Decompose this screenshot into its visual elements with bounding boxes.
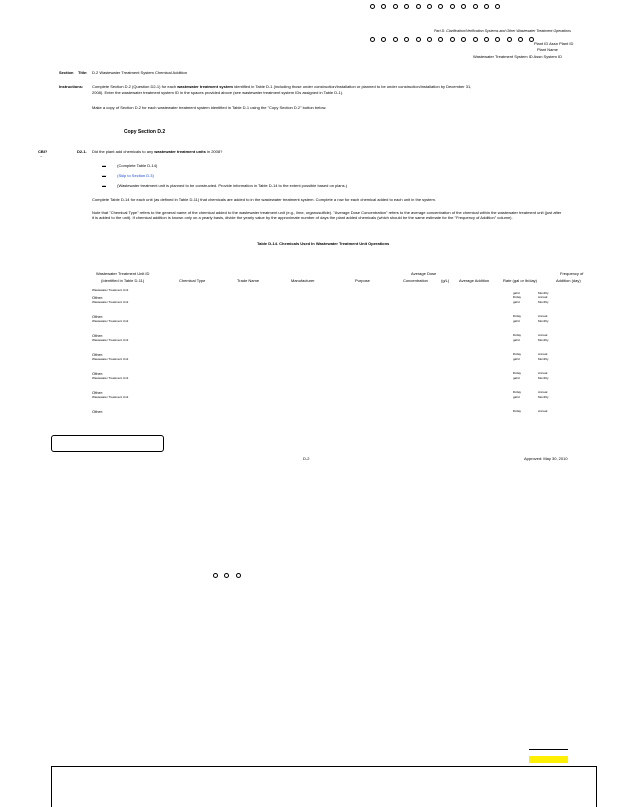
frequency-select[interactable]: Annual bbox=[538, 371, 548, 375]
skip-link[interactable]: (Skip to Section D.3) bbox=[117, 173, 154, 178]
frequency-select[interactable]: Annual bbox=[538, 314, 548, 318]
table-row[interactable] bbox=[92, 296, 562, 305]
section-label: Section bbox=[59, 70, 74, 75]
radio-circle-icon[interactable] bbox=[495, 4, 500, 9]
header-radio-row-2[interactable] bbox=[370, 37, 541, 44]
col-header-avg-addition: Average Addition bbox=[459, 278, 490, 283]
radio-circle-icon[interactable] bbox=[416, 4, 421, 9]
cbi-tilde: ~ bbox=[40, 154, 43, 159]
col-header-purpose: Purpose bbox=[355, 278, 370, 283]
instructions-note: Make a copy of Section D.2 for each wastewater treatment system identified in Table D-1 using the "Copy Section D.2" button below. bbox=[92, 105, 327, 110]
table-row[interactable] bbox=[92, 391, 562, 400]
row-unit-name[interactable]: Wastewater Treatment Unit bbox=[92, 376, 129, 380]
row-unit-name[interactable]: Wastewater Treatment Unit bbox=[92, 300, 129, 304]
rate-unit-select[interactable]: lb/day bbox=[513, 295, 522, 299]
plant-id-line: Plant ID Assn Plant ID bbox=[534, 41, 574, 46]
frequency-select[interactable]: Annual bbox=[538, 390, 548, 394]
table-row[interactable] bbox=[92, 353, 562, 362]
option-marker: ▬ bbox=[102, 173, 106, 178]
complete-instructions: Complete Table D-14 for each unit (as defined in Table D-11) that chemicals are added to in the wastewater treatment system. Complete a row for each chemical added to each unit in the system. bbox=[92, 197, 436, 202]
radio-circle-icon[interactable] bbox=[236, 573, 241, 578]
cbi-label: CBI? bbox=[38, 149, 48, 154]
question-bold-term: wastewater treatment units bbox=[154, 149, 206, 154]
radio-circle-icon[interactable] bbox=[427, 37, 432, 42]
instructions-text-a: Complete Section D.2 (Question D2-1) for each bbox=[92, 84, 177, 89]
frequency-select[interactable]: Monthly bbox=[538, 319, 549, 323]
row-other-label: Other: bbox=[92, 409, 104, 414]
section-title: D.2 Wastewater Treatment System Chemical Addition bbox=[92, 70, 187, 75]
radio-circle-icon[interactable] bbox=[370, 37, 375, 42]
page-number: D-2 bbox=[303, 456, 310, 461]
frequency-select[interactable]: Monthly bbox=[538, 291, 549, 295]
option-marker: ▬ bbox=[102, 183, 106, 188]
radio-circle-icon[interactable] bbox=[450, 4, 455, 9]
system-id-line: Wastewater Treatment System ID Assn System ID bbox=[473, 54, 562, 59]
row-other-label: Other: bbox=[92, 314, 104, 319]
row-unit-name[interactable]: Wastewater Treatment Unit bbox=[92, 338, 129, 342]
col-header-frequency-2: Addition (day) bbox=[556, 278, 581, 283]
radio-circle-icon[interactable] bbox=[381, 37, 386, 42]
frequency-select[interactable]: Monthly bbox=[538, 300, 549, 304]
table-row[interactable] bbox=[92, 334, 562, 343]
col-header-unit-id-2: (Identified in Table D-11) bbox=[101, 278, 145, 283]
highlight-bar bbox=[529, 756, 568, 763]
radio-circle-icon[interactable] bbox=[404, 4, 409, 9]
rate-unit-select[interactable]: lb/day bbox=[513, 371, 522, 375]
rate-unit-select[interactable]: lb/day bbox=[513, 333, 522, 337]
rate-unit-select[interactable]: gal/d bbox=[513, 300, 520, 304]
rate-unit-select[interactable]: gal/d bbox=[513, 357, 520, 361]
radio-circle-icon[interactable] bbox=[393, 37, 398, 42]
radio-circle-icon[interactable] bbox=[404, 37, 409, 42]
radio-circle-icon[interactable] bbox=[393, 4, 398, 9]
plant-name-label: Plant Name bbox=[537, 47, 558, 52]
bottom-text-field[interactable] bbox=[51, 766, 597, 807]
radio-circle-icon[interactable] bbox=[484, 37, 489, 42]
part-title: Part D. Clarification/Verification Systems and Other Wastewater Treatment Operations bbox=[434, 29, 571, 33]
copy-section-title: Copy Section D.2 bbox=[124, 129, 166, 135]
note-instructions: Note that "Chemical Type" refers to the general name of the chemical added to the wastewater treatment unit (e.g., lime, organosulfide). "Average Dose Concentration" refers to the average concentration of the chemical within the wastewater treatment unit (just after it is added to the unit). If chemical addition is known only on a yearly basis, divide the yearly value by the approximate number of days the plant added chemicals (which should be the same estimate for the "Frequency of Addition" column). bbox=[92, 210, 562, 220]
option-marker: ▬ bbox=[102, 163, 106, 168]
frequency-select[interactable]: Monthly bbox=[538, 376, 549, 380]
radio-circle-icon[interactable] bbox=[370, 4, 375, 9]
col-header-trade: Trade Name bbox=[237, 278, 260, 283]
table-row[interactable] bbox=[92, 372, 562, 381]
radio-circle-icon[interactable] bbox=[438, 37, 443, 42]
frequency-select[interactable]: Monthly bbox=[538, 338, 549, 342]
row-other-label: Other: bbox=[92, 295, 104, 300]
radio-circle-icon[interactable] bbox=[381, 4, 386, 9]
frequency-select[interactable]: Monthly bbox=[538, 395, 549, 399]
radio-circle-icon[interactable] bbox=[438, 4, 443, 9]
row-other-label: Other: bbox=[92, 390, 104, 395]
rate-unit-select[interactable]: gal/d bbox=[513, 395, 520, 399]
question-text bbox=[92, 150, 222, 155]
title-label: Title: bbox=[78, 70, 88, 75]
bottom-rule bbox=[529, 749, 568, 750]
radio-circle-icon[interactable] bbox=[224, 573, 229, 578]
radio-circle-icon[interactable] bbox=[518, 37, 523, 42]
option-row-3[interactable] bbox=[102, 184, 347, 189]
option-row-1[interactable] bbox=[102, 164, 157, 169]
table-row[interactable] bbox=[92, 315, 562, 324]
row-other-label: Other: bbox=[92, 352, 104, 357]
radio-circle-icon[interactable] bbox=[461, 37, 466, 42]
frequency-select[interactable]: Annual bbox=[538, 352, 548, 356]
question-id: D2-1. bbox=[77, 149, 87, 154]
rate-unit-select[interactable]: gal/d bbox=[513, 319, 520, 323]
row-unit-name[interactable]: Wastewater Treatment Unit bbox=[92, 395, 129, 399]
instructions-label: Instructions: bbox=[59, 84, 84, 89]
radio-circle-icon[interactable] bbox=[495, 37, 500, 42]
radio-circle-icon[interactable] bbox=[416, 37, 421, 42]
rate-unit-select[interactable]: lb/day bbox=[513, 314, 522, 318]
rate-unit-select[interactable]: lb/day bbox=[513, 390, 522, 394]
row-other-label: Other: bbox=[92, 371, 104, 376]
table-title: Table D-14. Chemicals Used In Wastewater Treatment Unit Operations bbox=[257, 241, 390, 246]
rate-unit-select[interactable]: gal/d bbox=[513, 291, 520, 295]
instructions-text-b: identified in Table D-1 (including those under construction/installation or planned to be under construction/installation by December 31, bbox=[234, 84, 472, 89]
row-unit-name[interactable]: Wastewater Treatment Unit bbox=[92, 319, 129, 323]
col-header-rate: Rate (gal or lb/day) bbox=[503, 278, 538, 283]
option-label-1: (Complete Table D-14) bbox=[117, 163, 158, 168]
option-row-2[interactable] bbox=[102, 174, 154, 179]
radio-circle-icon[interactable] bbox=[473, 4, 478, 9]
page-radio-row[interactable] bbox=[213, 573, 247, 580]
header-radio-row-1[interactable] bbox=[370, 4, 507, 11]
col-header-frequency-1: Frequency of bbox=[560, 271, 584, 276]
radio-circle-icon[interactable] bbox=[461, 4, 466, 9]
instructions-bold-term: wastewater treatment system bbox=[177, 84, 233, 89]
col-header-dose-units: (g/L) bbox=[441, 278, 450, 283]
rate-unit-select[interactable]: lb/day bbox=[513, 352, 522, 356]
col-header-manufacturer: Manufacturer bbox=[291, 278, 315, 283]
rate-unit-select[interactable]: gal/d bbox=[513, 376, 520, 380]
row-unit-name[interactable]: Wastewater Treatment Unit bbox=[92, 288, 129, 292]
radio-circle-icon[interactable] bbox=[213, 573, 218, 578]
radio-circle-icon[interactable] bbox=[473, 37, 478, 42]
question-text-b: in 2008? bbox=[206, 149, 223, 154]
radio-circle-icon[interactable] bbox=[484, 4, 489, 9]
radio-circle-icon[interactable] bbox=[450, 37, 455, 42]
radio-circle-icon[interactable] bbox=[427, 4, 432, 9]
table-row[interactable] bbox=[92, 287, 562, 296]
col-header-chemical: Chemical Type bbox=[179, 278, 206, 283]
col-header-avg-dose-2: Concentration bbox=[403, 278, 428, 283]
frequency-select[interactable]: Annual bbox=[538, 295, 548, 299]
row-unit-name[interactable]: Wastewater Treatment Unit bbox=[92, 357, 129, 361]
instructions-line-2: 2008). Enter the wastewater treatment system ID in the spaces provided above (see wastewater treatment system IDs assigned in Table D-1). bbox=[92, 90, 344, 95]
col-header-avg-dose-1: Average Dose bbox=[411, 271, 437, 276]
copy-section-button[interactable] bbox=[51, 435, 164, 452]
radio-circle-icon[interactable] bbox=[507, 37, 512, 42]
rate-unit-select[interactable]: gal/d bbox=[513, 338, 520, 342]
row-other-label: Other: bbox=[92, 333, 104, 338]
question-text-a: Did the plant add chemicals to any bbox=[92, 149, 154, 154]
table-row[interactable] bbox=[92, 410, 562, 419]
frequency-select[interactable]: Annual bbox=[538, 333, 548, 337]
approved-date: Approved: May 30, 2010 bbox=[524, 456, 568, 461]
frequency-select[interactable]: Monthly bbox=[538, 357, 549, 361]
frequency-select[interactable]: Annual bbox=[538, 409, 548, 413]
col-header-unit-id-1: Wastewater Treatment Unit ID bbox=[96, 271, 150, 276]
rate-unit-select[interactable]: lb/day bbox=[513, 409, 522, 413]
option-label-3: (Wastewater treatment unit is planned to be constructed. Provide information in Table D-14 to the extent possible based on plans.) bbox=[117, 183, 348, 188]
